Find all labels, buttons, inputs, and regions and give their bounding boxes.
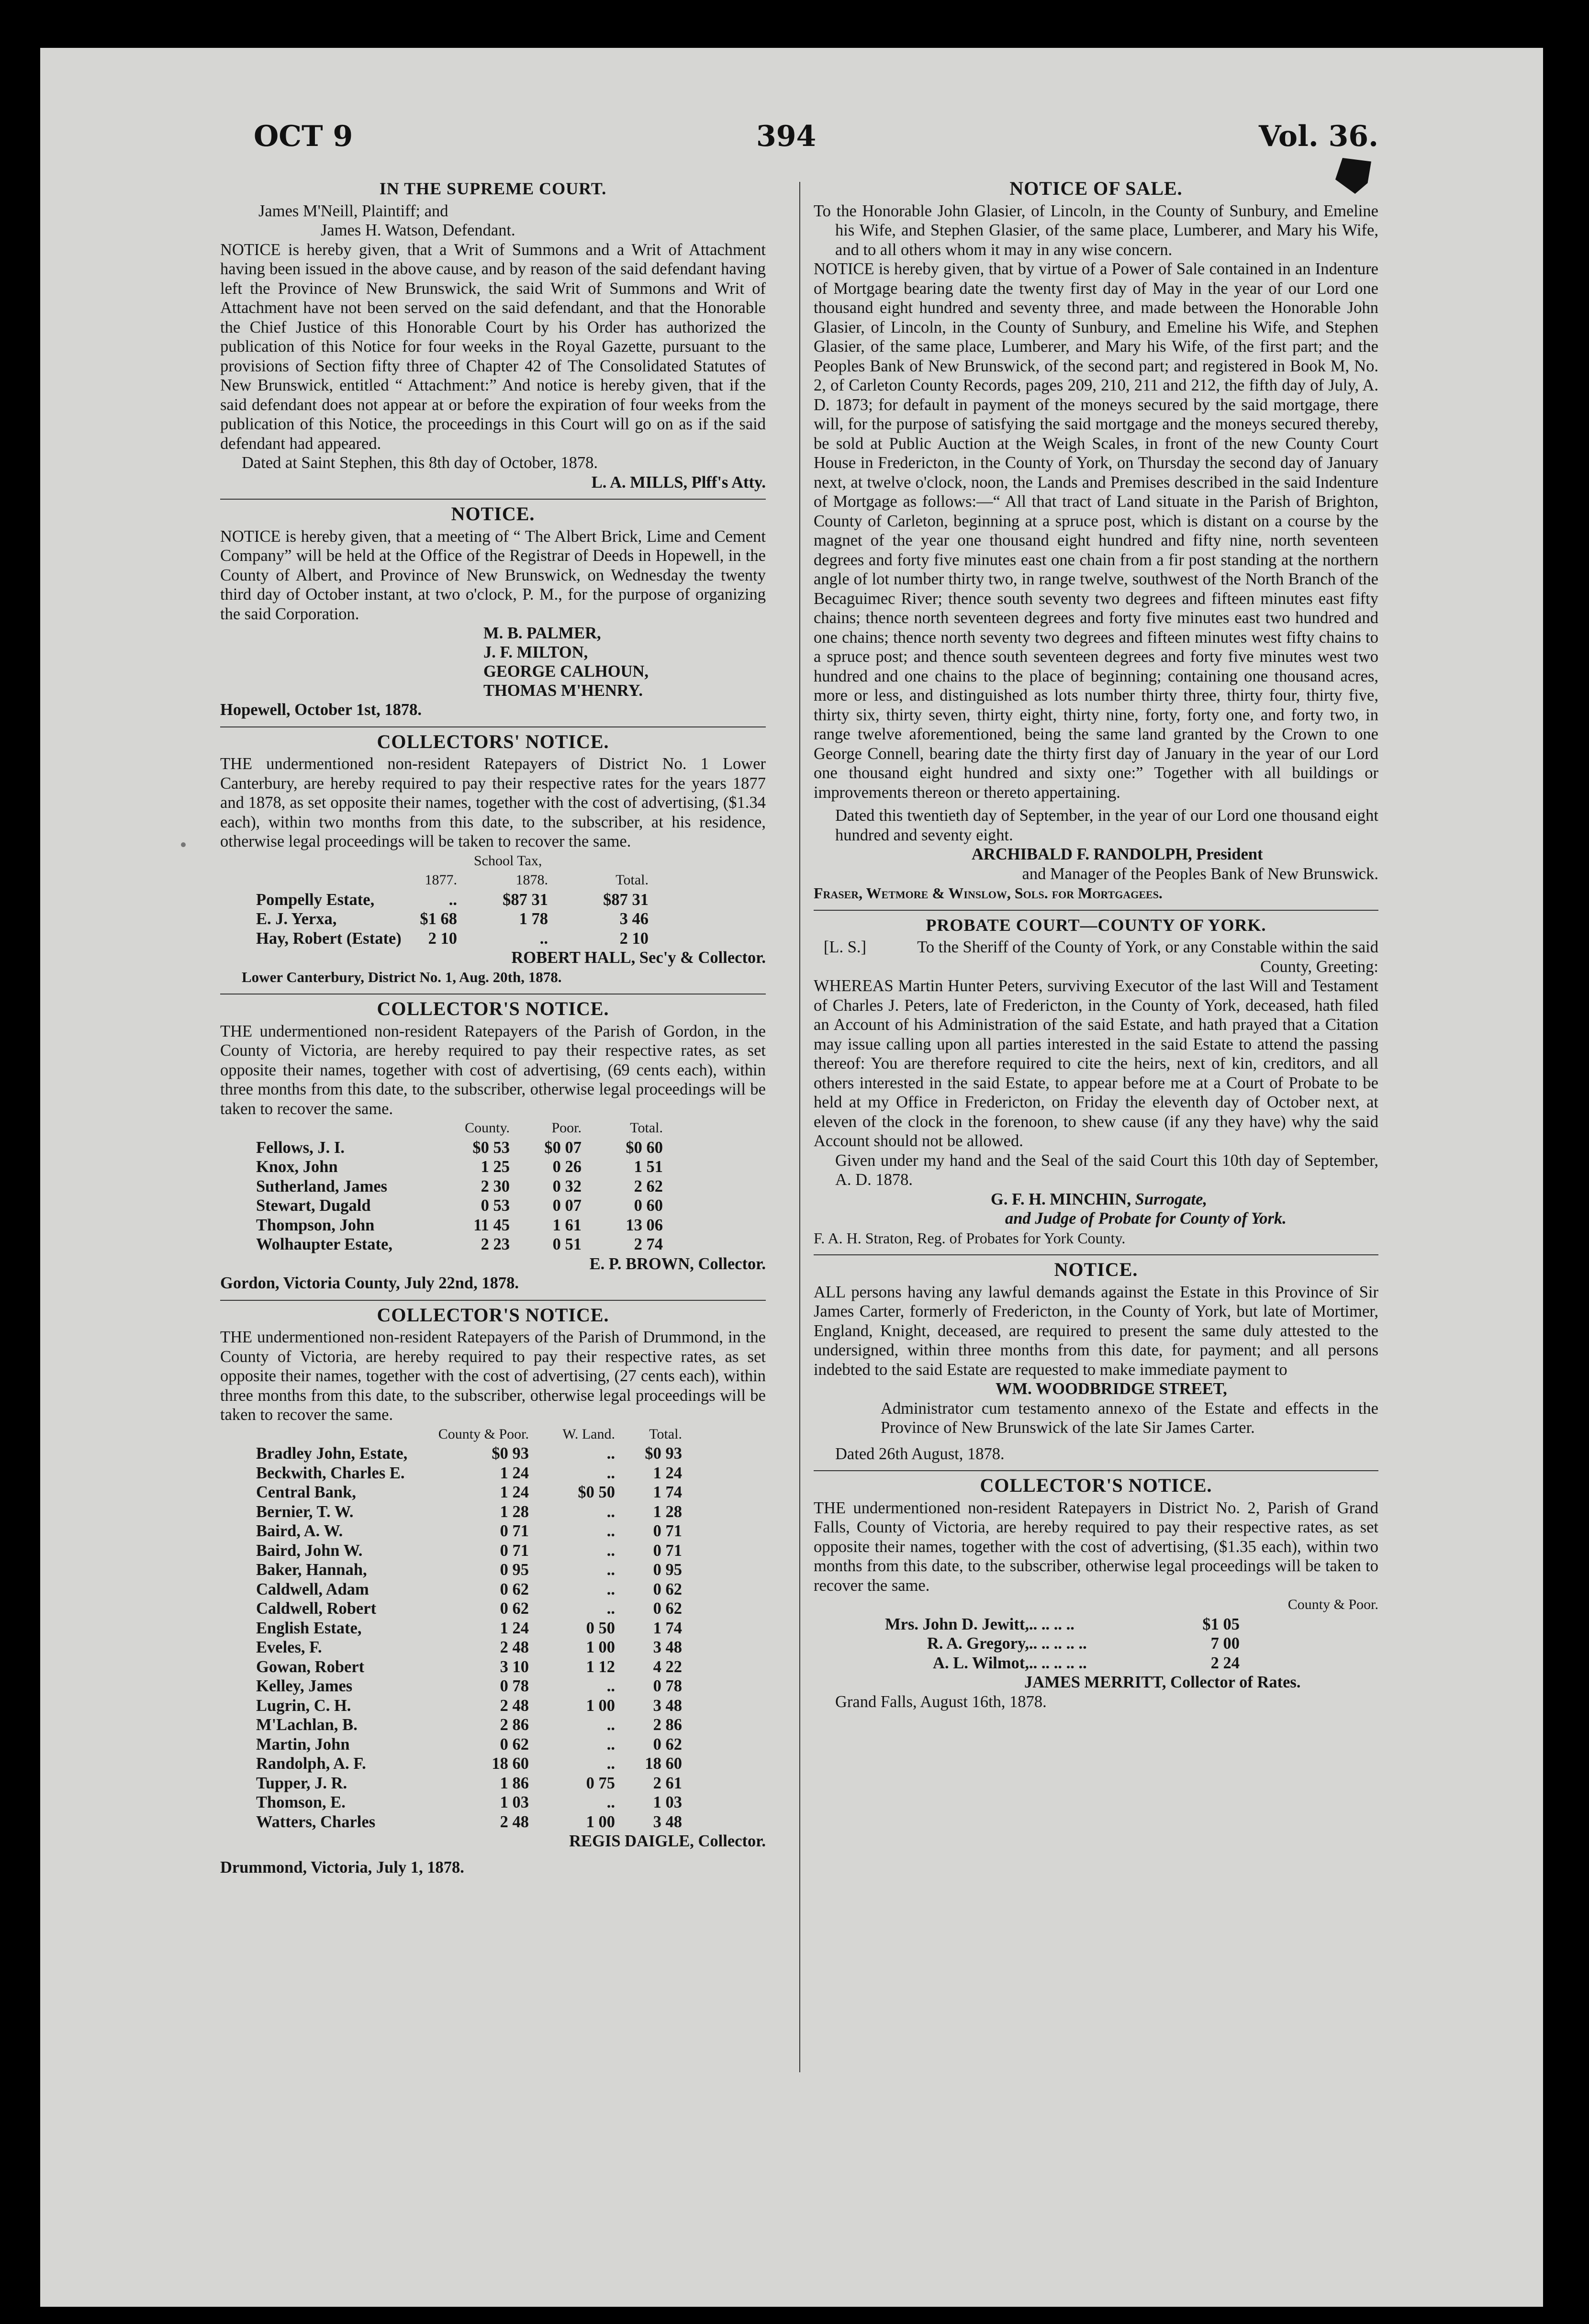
drummond-notice-title: COLLECTOR'S NOTICE. — [377, 1304, 609, 1326]
table-cell: 3 46 — [619, 910, 649, 928]
table-cell: 0 62 — [653, 1599, 682, 1618]
table-header-cell: County. — [465, 1120, 510, 1136]
table-cell: 7 00 — [1210, 1634, 1240, 1653]
table-cell: 2 48 — [500, 1638, 529, 1656]
canterbury-table-caption: School Tax, — [474, 852, 542, 869]
table-header-cell: Total. — [630, 1120, 663, 1136]
table-cell: .. — [606, 1716, 615, 1734]
table-header-cell: County & Poor. — [438, 1426, 529, 1442]
table-cell: .. — [606, 1599, 615, 1618]
table-row — [256, 929, 649, 949]
table-cell: $0 60 — [626, 1138, 663, 1157]
grand-falls-header: County & Poor. — [1287, 1597, 1378, 1612]
table-cell: 0 71 — [653, 1541, 682, 1560]
table-cell: 1 24 — [500, 1483, 529, 1501]
drummond-notice — [220, 1306, 766, 1877]
table-cell: 1 74 — [653, 1619, 682, 1637]
table-cell: $0 93 — [645, 1444, 682, 1463]
table-cell: .. — [606, 1677, 615, 1695]
probate-signature-title: and Judge of Probate for County of York. — [1005, 1209, 1287, 1228]
table-header-row — [256, 1425, 682, 1444]
sale-notice-title: NOTICE OF SALE. — [1009, 178, 1183, 199]
table-row — [256, 1580, 682, 1599]
table-cell: $1 68 — [420, 910, 457, 928]
table-cell: 0 51 — [552, 1235, 582, 1253]
table-cell: 0 60 — [634, 1196, 663, 1215]
table-cell: Tupper, J. R. — [256, 1774, 347, 1792]
gordon-signature: E. P. BROWN, Collector. — [589, 1254, 766, 1273]
grand-falls-dated: Grand Falls, August 16th, 1878. — [835, 1692, 1047, 1711]
table-cell: 1 78 — [519, 910, 548, 928]
left-column — [220, 177, 766, 1881]
table-cell: 1 03 — [653, 1793, 682, 1811]
table-cell: 13 06 — [626, 1216, 663, 1234]
table-cell: Baird, John W. — [256, 1541, 363, 1560]
table-cell: .. .. .. .. — [1029, 1615, 1074, 1633]
table-header-cell: 1878. — [515, 872, 548, 888]
table-cell: Sutherland, James — [256, 1177, 388, 1196]
grand-falls-table-body — [876, 1615, 1240, 1673]
table-row — [256, 1235, 663, 1254]
table-cell: 1 03 — [500, 1793, 529, 1811]
drummond-signature: REGIS DAIGLE, Collector. — [569, 1832, 766, 1850]
table-cell: Fellows, J. I. — [256, 1138, 345, 1157]
canterbury-signature: ROBERT HALL, Sec'y & Collector. — [511, 949, 766, 967]
table-cell: 2 48 — [500, 1696, 529, 1715]
supreme-court-notice — [220, 179, 766, 492]
grand-falls-signature: JAMES MERRITT, Collector of Rates. — [1024, 1673, 1301, 1691]
sale-notice-solicitors: Fraser, Wetmore & Winslow, Sols. for Mortgagees. — [814, 884, 1163, 902]
table-cell: $87 31 — [603, 890, 649, 909]
table-cell: Hay, Robert (Estate) — [256, 929, 402, 948]
supreme-court-title: IN THE SUPREME COURT. — [379, 179, 607, 198]
probate-notice-title: PROBATE COURT—COUNTY OF YORK. — [926, 915, 1266, 935]
table-cell: A. L. Wilmot, — [933, 1654, 1029, 1672]
table-cell: $0 53 — [472, 1138, 510, 1157]
table-cell: 2 86 — [653, 1716, 682, 1734]
table-cell: 2 10 — [428, 929, 457, 948]
table-cell: 1 28 — [500, 1502, 529, 1521]
table-cell: 11 45 — [473, 1216, 510, 1234]
table-cell: 1 61 — [552, 1216, 582, 1234]
table-cell: 1 00 — [586, 1696, 615, 1715]
section-rule — [814, 1254, 1378, 1255]
table-row — [256, 1657, 682, 1677]
table-cell: Mrs. John D. Jewitt, — [885, 1615, 1029, 1633]
gordon-notice-body: THE undermentioned non-resident Ratepayers of the Parish of Gordon, in the County of Victoria, are hereby required to pay their respective rates, as set opposite their names, together with cost of advertising, (69 cents each), within three months from this date, to the subscriber, otherwise legal proceedings will be taken to recover the same. — [220, 1022, 766, 1118]
gordon-dated: Gordon, Victoria County, July 22nd, 1878. — [220, 1274, 519, 1292]
table-cell: Wolhaupter Estate, — [256, 1235, 392, 1253]
albert-notice-title: NOTICE. — [451, 503, 535, 525]
signatory-name: J. F. MILTON, — [483, 643, 588, 661]
table-cell: Randolph, A. F. — [256, 1754, 366, 1773]
table-row — [256, 1157, 663, 1177]
table-cell: 1 00 — [586, 1638, 615, 1656]
table-cell: Eveles, F. — [256, 1638, 322, 1656]
table-row — [256, 1735, 682, 1754]
table-header-cell: Total. — [615, 872, 649, 888]
table-cell: .. — [606, 1754, 615, 1773]
probate-registrar: F. A. H. Straton, Reg. of Probates for York County. — [814, 1229, 1126, 1247]
table-cell: 2 61 — [653, 1774, 682, 1792]
table-header-cell: 1877. — [425, 872, 457, 888]
grand-falls-notice — [814, 1476, 1378, 1711]
probate-address: To the Sheriff of the County of York, or any Constable within the said County, Greeting: — [917, 938, 1378, 976]
table-cell: Bernier, T. W. — [256, 1502, 354, 1521]
canterbury-notice — [220, 732, 766, 987]
table-row — [256, 1812, 682, 1832]
probate-given: Given under my hand and the Seal of the said Court this 10th day of September, A. D. 1878. — [835, 1151, 1378, 1189]
table-cell: Gowan, Robert — [256, 1657, 365, 1676]
table-row — [256, 1619, 682, 1638]
table-row — [256, 890, 649, 910]
table-header-cell: Poor. — [551, 1120, 582, 1136]
column-divider — [799, 182, 800, 2072]
table-header-cell: W. Land. — [562, 1426, 615, 1442]
table-row — [256, 1502, 682, 1522]
probate-notice — [814, 916, 1378, 1248]
table-cell: Thompson, John — [256, 1216, 375, 1234]
sale-notice-dated: Dated this twentieth day of September, in the year of our Lord one thousand eight hundred and seventy eight. — [835, 806, 1378, 844]
table-cell: Kelley, James — [256, 1677, 353, 1695]
table-cell: Bradley John, Estate, — [256, 1444, 408, 1463]
table-cell: 2 48 — [500, 1812, 529, 1831]
table-row — [256, 1793, 682, 1812]
grand-falls-notice-body: THE undermentioned non-resident Ratepayers in District No. 2, Parish of Grand Falls, County of Victoria, are hereby required to pay their respective rates, as set opposite their names, together with the cost of advertising, ($1.35 each), within two months from this date, to the subscriber, otherwise legal proceedings will be taken to recover the same. — [814, 1498, 1378, 1595]
table-cell: 4 22 — [653, 1657, 682, 1676]
table-row — [256, 1464, 682, 1483]
carter-role: Administrator cum testamento annexo of the Estate and effects in the Province of New Brunswick of the late Sir James Carter. — [881, 1399, 1378, 1437]
table-cell: 3 10 — [500, 1657, 529, 1676]
carter-dated: Dated 26th August, 1878. — [835, 1444, 1005, 1463]
supreme-court-body: NOTICE is hereby given, that a Writ of Summons and a Writ of Attachment having been issued in the above cause, and by reason of the said defendant having left the Province of New Brunswick, the said Writ of Summons and Writ of Attachment have not been served on the said defendant, and that the Honorable the Chief Justice of this Honorable Court by his Order has authorized the publication of this Notice for four weeks in the Royal Gazette, pursuant to the provisions of Section fifty three of Chapter 42 of The Consolidated Statutes of New Brunswick, entitled “ Attachment:” And notice is hereby given, that if the said defendant does not appear at or before the expiration of four weeks from the publication of this Notice, the proceedings in this Court will go on as if the said defendant had appeared. — [220, 240, 766, 453]
table-cell: 1 12 — [586, 1657, 615, 1676]
table-cell: 0 95 — [653, 1561, 682, 1579]
table-row — [256, 1483, 682, 1502]
table-cell: 0 78 — [653, 1677, 682, 1695]
table-cell: .. — [606, 1522, 615, 1540]
table-cell: $0 50 — [578, 1483, 615, 1501]
drummond-dated: Drummond, Victoria, July 1, 1878. — [220, 1858, 464, 1877]
albert-signatories — [220, 624, 766, 700]
plaintiff-line: James M'Neill, Plaintiff; and — [258, 201, 448, 220]
table-header-row — [256, 871, 649, 890]
table-cell: 1 28 — [653, 1502, 682, 1521]
table-cell: Beckwith, Charles E. — [256, 1464, 405, 1482]
table-cell: 2 30 — [481, 1177, 510, 1196]
table-row — [876, 1634, 1240, 1654]
table-cell: 2 74 — [634, 1235, 663, 1253]
table-cell: Caldwell, Robert — [256, 1599, 377, 1618]
table-cell: 1 24 — [653, 1464, 682, 1482]
canterbury-dated: Lower Canterbury, District No. 1, Aug. 20th, 1878. — [242, 968, 562, 985]
table-cell: Watters, Charles — [256, 1812, 376, 1831]
table-cell: M'Lachlan, B. — [256, 1716, 358, 1734]
table-row — [256, 1560, 682, 1580]
table-cell: .. — [606, 1444, 615, 1463]
table-cell: English Estate, — [256, 1619, 362, 1637]
supreme-court-dated: Dated at Saint Stephen, this 8th day of October, 1878. — [242, 454, 598, 472]
table-cell: 0 62 — [500, 1599, 529, 1618]
grand-falls-notice-title: COLLECTOR'S NOTICE. — [980, 1475, 1212, 1496]
table-cell: 2 24 — [1210, 1654, 1240, 1672]
table-cell: Knox, John — [256, 1158, 338, 1176]
header-page-number: 394 — [756, 120, 817, 153]
table-row — [256, 1541, 682, 1561]
table-cell: .. .. .. .. .. — [1029, 1654, 1087, 1672]
table-cell: 0 62 — [653, 1580, 682, 1598]
table-cell: 0 71 — [653, 1522, 682, 1540]
gordon-tax-table — [256, 1118, 663, 1254]
sale-notice-body: NOTICE is hereby given, that by virtue of a Power of Sale contained in an Indenture of Mortgage bearing date the twenty first day of May in the year of our Lord one thousand eight hundred and seventy three, and made between the Honorable John Glasier, of Lincoln, in the County of Sunbury, and Emeline his Wife, and Stephen Glasier, of the same place, Lumberer, and Mary his Wife, of the first part; and the Peoples Bank of New Brunswick, of the second part; and registered in Book M, No. 2, of Carleton County Records, pages 209, 210, 211 and 212, the fifth day of July, A. D. 1873; for default in payment of the moneys secured by the said mortgage, there will, for the purpose of satisfying the said mortgage and the moneys secured thereby, be sold at Public Auction at the Weigh Scales, in front of the new County Court House in Fredericton, in the County of York, on Thursday the second day of January next, at twelve o'clock, noon, the Lands and Premises described in the said Indenture of Mortgage as follows:—“ All that tract of Land situate in the Parish of Brighton, County of Carleton, beginning at a spruce post, which is distant on a course by the magnet of the year one thousand eight hundred and fifty nine, north seventeen degrees and forty five minutes east one chain from a fir post standing at the northern angle of lot number thirty two, in range twelve, southwest of the North Branch of the Becaguimec River; thence south seventy two degrees and fifteen minutes east fifty chains; thence north seventeen degrees and forty five minutes east two hundred and one chains; thence north seventy two degrees and fifteen minutes west fifty chains to a spruce post; and thence south seventeen degrees and forty five minutes west two hundred and one chains to the place of beginning; containing one thousand acres, more or less, and distinguished as lots number thirty three, thirty four, thirty five, thirty six, thirty seven, thirty eight, thirty nine, forty, forty one, and forty two, in range twelve aforementioned, being the same land granted by the Crown to one George Connell, bearing date the thirty first day of January in the year of our Lord one thousand eight hundred and sixty one:” Together with all buildings or improvements thereon or thereto appertaining. — [814, 260, 1378, 802]
probate-signature: G. F. H. MINCHIN, — [991, 1190, 1131, 1208]
table-cell: 0 53 — [481, 1196, 510, 1215]
carter-signature: WM. WOODBRIDGE STREET, — [996, 1380, 1227, 1398]
table-cell: .. — [606, 1561, 615, 1579]
section-rule — [220, 1300, 766, 1301]
table-cell: 3 48 — [653, 1696, 682, 1715]
section-rule — [220, 726, 766, 727]
table-cell: 0 71 — [500, 1522, 529, 1540]
table-cell: 0 62 — [500, 1735, 529, 1754]
gordon-table-body — [256, 1138, 663, 1254]
albert-notice-dated: Hopewell, October 1st, 1878. — [220, 701, 422, 719]
albert-notice — [220, 504, 766, 720]
table-header-cell: Total. — [649, 1426, 682, 1442]
table-row — [256, 1177, 663, 1196]
table-cell: 3 48 — [653, 1638, 682, 1656]
table-row — [256, 1196, 663, 1216]
table-cell: Caldwell, Adam — [256, 1580, 369, 1598]
carter-notice — [814, 1260, 1378, 1464]
table-cell: R. A. Gregory, — [927, 1634, 1029, 1653]
table-cell: .. — [606, 1735, 615, 1754]
section-rule — [220, 499, 766, 500]
table-cell: Baker, Hannah, — [256, 1561, 367, 1579]
table-cell: .. .. .. .. .. — [1029, 1634, 1087, 1653]
table-cell: 1 51 — [634, 1158, 663, 1176]
table-row — [256, 1696, 682, 1716]
table-cell: 2 86 — [500, 1716, 529, 1734]
table-cell: 1 24 — [500, 1464, 529, 1482]
table-cell: Baird, A. W. — [256, 1522, 343, 1540]
supreme-court-signature: L. A. MILLS, Plff's Atty. — [591, 473, 766, 492]
table-cell: 2 23 — [481, 1235, 510, 1253]
grand-falls-tax-table — [876, 1615, 1240, 1673]
gordon-notice — [220, 999, 766, 1293]
table-row — [256, 1138, 663, 1158]
table-cell: 0 50 — [586, 1619, 615, 1637]
gordon-notice-title: COLLECTOR'S NOTICE. — [377, 998, 609, 1019]
table-cell: 0 78 — [500, 1677, 529, 1695]
table-cell: 0 07 — [552, 1196, 582, 1215]
table-cell: .. — [606, 1502, 615, 1521]
carter-notice-body: ALL persons having any lawful demands against the Estate in this Province of Sir James Carter, formerly of Fredericton, in the County of York, but late of Mortimer, England, Knight, deceased, are required to present the same duly attested to the undersigned, within three months from this date, for payment; and all persons indebted to the said Estate are requested to make immediate payment to — [814, 1283, 1378, 1379]
table-cell: E. J. Yerxa, — [256, 910, 337, 928]
table-header-row — [256, 1118, 663, 1138]
table-cell: 1 25 — [481, 1158, 510, 1176]
canterbury-notice-body: THE undermentioned non-resident Ratepayers of District No. 1 Lower Canterbury, are hereby required to pay their respective rates for the years 1877 and 1878, as set opposite their names, together with the cost of advertising, ($1.34 each), within two months from this date, to the subscriber, at his residence, otherwise legal proceedings will be taken to recover the same. — [220, 755, 766, 850]
table-row — [256, 909, 649, 929]
sale-notice-signature: ARCHIBALD F. RANDOLPH, President — [972, 845, 1263, 863]
signatory-name: THOMAS M'HENRY. — [483, 682, 643, 700]
table-cell: Pompelly Estate, — [256, 890, 375, 909]
table-cell: Lugrin, C. H. — [256, 1696, 351, 1715]
table-cell: 0 71 — [500, 1541, 529, 1560]
table-row — [876, 1654, 1240, 1673]
table-row — [256, 1216, 663, 1235]
table-cell: 3 48 — [653, 1812, 682, 1831]
table-cell: 2 10 — [619, 929, 649, 948]
page-speck — [181, 842, 186, 847]
table-row — [256, 1715, 682, 1735]
drummond-tax-table — [256, 1425, 682, 1832]
table-row — [256, 1599, 682, 1619]
table-cell: .. — [606, 1541, 615, 1560]
section-rule — [814, 910, 1378, 911]
seal-mark: [L. S.] — [823, 938, 866, 956]
table-row — [256, 1676, 682, 1696]
drummond-notice-body: THE undermentioned non-resident Ratepayers of the Parish of Drummond, in the County of Victoria, are hereby required to pay their respective rates, as set opposite their names, together with the cost of advertising, (27 cents each), within three months from this date, to the subscriber, otherwise legal proceedings will be taken to recover the same. — [220, 1328, 766, 1424]
canterbury-tax-table — [256, 871, 649, 948]
probate-greeting — [814, 938, 1378, 976]
table-cell: 18 60 — [645, 1754, 682, 1773]
table-cell: Martin, John — [256, 1735, 350, 1754]
table-cell: 0 95 — [500, 1561, 529, 1579]
table-cell: .. — [606, 1464, 615, 1482]
right-column — [814, 177, 1378, 1715]
table-cell: 1 86 — [500, 1774, 529, 1792]
table-row — [256, 1444, 682, 1464]
albert-notice-body: NOTICE is hereby given, that a meeting of “ The Albert Brick, Lime and Cement Company” will be held at the Office of the Registrar of Deeds in Hopewell, in the County of Albert, and Province of New Brunswick, on Wednesday the twenty third day of October instant, at two o'clock, P. M., for the purpose of organizing the said Corporation. — [220, 527, 766, 623]
sale-notice-address: To the Honorable John Glasier, of Lincoln, in the County of Sunbury, and Emeline his Wife, and Stephen Glasier, of the same place, Lumberer, and Mary his Wife, and to all others whom it may in any wise concern. — [814, 201, 1378, 259]
drummond-table-body — [256, 1444, 682, 1832]
table-cell: .. — [606, 1793, 615, 1811]
table-cell: Stewart, Dugald — [256, 1196, 371, 1215]
table-cell: 0 75 — [586, 1774, 615, 1792]
table-row — [256, 1754, 682, 1774]
canterbury-notice-title: COLLECTORS' NOTICE. — [377, 730, 609, 752]
signatory-name: GEORGE CALHOUN, — [483, 662, 649, 681]
table-cell: 1 00 — [586, 1812, 615, 1831]
table-cell: 1 24 — [500, 1619, 529, 1637]
defendant-line: James H. Watson, Defendant. — [321, 221, 515, 239]
table-row — [256, 1774, 682, 1793]
table-cell: $1 05 — [1202, 1615, 1240, 1633]
table-cell: .. — [606, 1580, 615, 1598]
table-cell: 0 32 — [552, 1177, 582, 1196]
table-cell: $0 93 — [492, 1444, 529, 1463]
table-cell: .. — [539, 929, 548, 948]
table-row — [256, 1521, 682, 1541]
table-cell: Thomson, E. — [256, 1793, 346, 1811]
table-cell: $0 07 — [544, 1138, 582, 1157]
table-cell: 0 62 — [500, 1580, 529, 1598]
signatory-name: M. B. PALMER, — [483, 624, 601, 642]
header-date: OCT 9 — [254, 120, 353, 153]
sale-notice-signature-role: and Manager of the Peoples Bank of New Brunswick. — [1022, 864, 1378, 883]
header-volume: Vol. 36. — [1259, 120, 1379, 153]
table-cell: .. — [448, 890, 457, 909]
table-cell: Central Bank, — [256, 1483, 356, 1501]
probate-signature-role: Surrogate, — [1135, 1190, 1208, 1208]
table-row — [876, 1615, 1240, 1634]
probate-body: WHEREAS Martin Hunter Peters, surviving Executor of the last Will and Testament of Charles J. Peters, late of Fredericton, in the County of York, deceased, hath filed an Account of his Administration of the said Estate, and hath prayed that a Citation may issue calling upon all parties interested in the said Estate to attend the passing thereof: You are therefore required to cite the heirs, next of kin, creditors, and all others interested in the said Estate, to appear before me at a Court of Probate to be held at my Office in Fredericton, on Friday the eleventh day of October next, at eleven of the clock in the forenoon, to shew cause (if any they have) why the said Account should not be allowed. — [814, 977, 1378, 1150]
carter-notice-title: NOTICE. — [1054, 1259, 1138, 1280]
table-cell: 0 62 — [653, 1735, 682, 1754]
table-cell: 18 60 — [492, 1754, 529, 1773]
table-cell: $87 31 — [503, 890, 548, 909]
table-cell: 1 74 — [653, 1483, 682, 1501]
table-cell: 0 26 — [552, 1158, 582, 1176]
table-row — [256, 1638, 682, 1657]
table-cell: 2 62 — [634, 1177, 663, 1196]
sale-notice — [814, 179, 1378, 903]
section-rule — [814, 1470, 1378, 1471]
